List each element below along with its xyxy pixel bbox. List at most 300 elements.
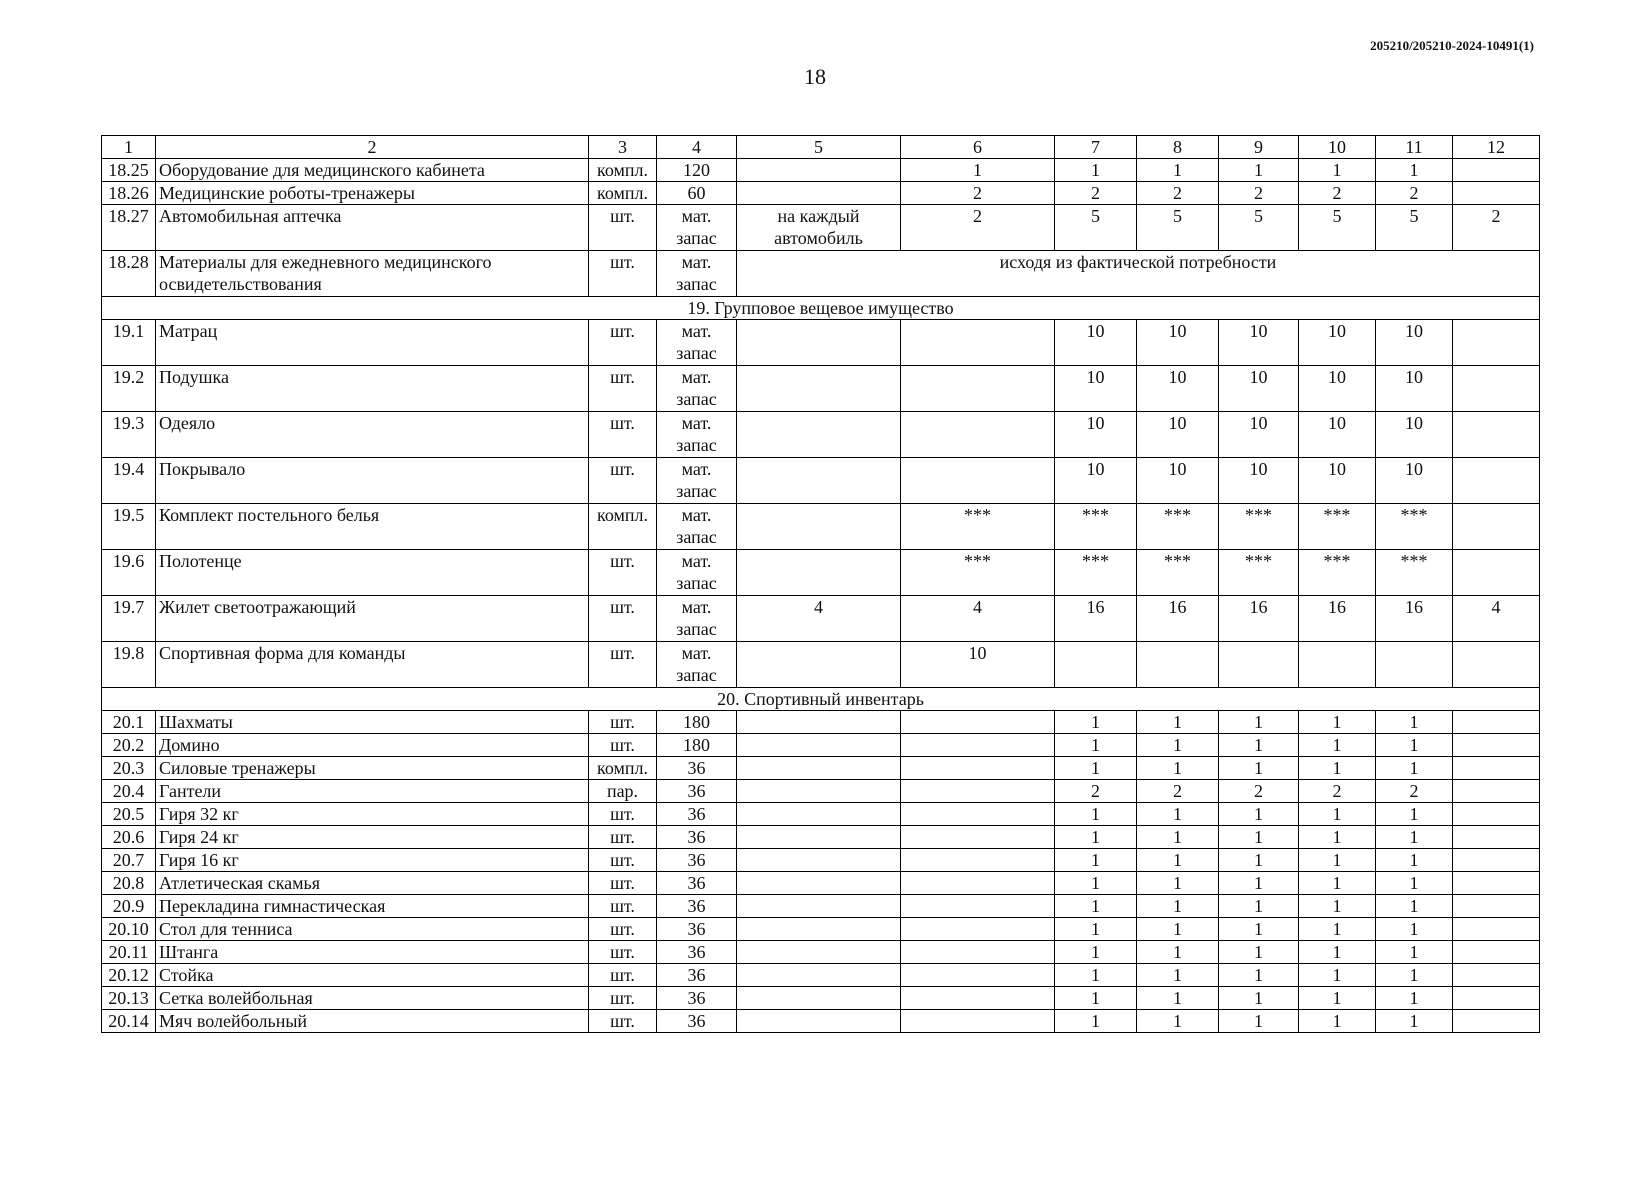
col-6: 4 <box>901 596 1055 642</box>
col-8: 1 <box>1137 1010 1219 1033</box>
col-10: 10 <box>1299 458 1376 504</box>
col-8: *** <box>1137 504 1219 550</box>
col-8: 1 <box>1137 872 1219 895</box>
item-name: Матрац <box>156 320 589 366</box>
quantity-norm: мат. запас <box>657 366 737 412</box>
col-11: *** <box>1376 504 1453 550</box>
col-10: 10 <box>1299 320 1376 366</box>
item-name: Подушка <box>156 366 589 412</box>
col-12 <box>1453 366 1540 412</box>
quantity-norm: 36 <box>657 918 737 941</box>
col-10: 1 <box>1299 803 1376 826</box>
table-row <box>102 964 1540 987</box>
col-11: 1 <box>1376 826 1453 849</box>
item-number: 20.12 <box>102 964 156 987</box>
col-7: 1 <box>1055 918 1137 941</box>
item-name: Медицинские роботы-тренажеры <box>156 182 589 205</box>
col-8: 1 <box>1137 159 1219 182</box>
col-7: 1 <box>1055 941 1137 964</box>
col-12 <box>1453 642 1540 688</box>
col-6 <box>901 849 1055 872</box>
quantity-norm: 36 <box>657 780 737 803</box>
quantity-norm: 36 <box>657 872 737 895</box>
item-name: Спортивная форма для команды <box>156 642 589 688</box>
item-number: 20.9 <box>102 895 156 918</box>
col-8: 1 <box>1137 895 1219 918</box>
col-10: 2 <box>1299 182 1376 205</box>
equipment-table <box>101 135 1540 1033</box>
col-11 <box>1376 642 1453 688</box>
item-name: Оборудование для медицинского кабинета <box>156 159 589 182</box>
col-9: 1 <box>1219 1010 1299 1033</box>
col-5 <box>737 642 901 688</box>
item-number: 20.13 <box>102 987 156 1010</box>
item-number: 19.7 <box>102 596 156 642</box>
item-number: 19.5 <box>102 504 156 550</box>
col-10: 1 <box>1299 941 1376 964</box>
unit: шт. <box>589 596 657 642</box>
item-name: Атлетическая скамья <box>156 872 589 895</box>
quantity-norm: мат. запас <box>657 504 737 550</box>
col-8: 1 <box>1137 964 1219 987</box>
col-5 <box>737 918 901 941</box>
col-7: 2 <box>1055 780 1137 803</box>
column-header: 7 <box>1055 136 1137 159</box>
item-number: 20.7 <box>102 849 156 872</box>
col-9: 1 <box>1219 803 1299 826</box>
quantity-norm: 60 <box>657 182 737 205</box>
col-7 <box>1055 642 1137 688</box>
col-9: 1 <box>1219 987 1299 1010</box>
col-8: 2 <box>1137 182 1219 205</box>
col-12 <box>1453 918 1540 941</box>
col-9: 1 <box>1219 711 1299 734</box>
quantity-norm: 36 <box>657 803 737 826</box>
table-row <box>102 803 1540 826</box>
quantity-norm: 180 <box>657 711 737 734</box>
unit: шт. <box>589 320 657 366</box>
column-header: 9 <box>1219 136 1299 159</box>
col-12 <box>1453 412 1540 458</box>
col-12: 2 <box>1453 205 1540 251</box>
unit: шт. <box>589 642 657 688</box>
unit: шт. <box>589 964 657 987</box>
table-row <box>102 412 1540 458</box>
column-header: 8 <box>1137 136 1219 159</box>
col-9: 1 <box>1219 849 1299 872</box>
quantity-norm: мат. запас <box>657 412 737 458</box>
col-6 <box>901 757 1055 780</box>
col-5 <box>737 780 901 803</box>
col-12 <box>1453 734 1540 757</box>
table-body <box>102 136 1540 1033</box>
item-number: 19.4 <box>102 458 156 504</box>
col-8: 1 <box>1137 803 1219 826</box>
col-5 <box>737 803 901 826</box>
col-7: 16 <box>1055 596 1137 642</box>
unit: компл. <box>589 159 657 182</box>
unit: шт. <box>589 987 657 1010</box>
col-10: 1 <box>1299 895 1376 918</box>
unit: шт. <box>589 205 657 251</box>
col-7: 1 <box>1055 159 1137 182</box>
col-12 <box>1453 159 1540 182</box>
column-header: 5 <box>737 136 901 159</box>
col-5 <box>737 826 901 849</box>
unit: шт. <box>589 251 657 297</box>
col-9: 2 <box>1219 780 1299 803</box>
col-7: *** <box>1055 550 1137 596</box>
item-name: Мяч волейбольный <box>156 1010 589 1033</box>
col-6 <box>901 987 1055 1010</box>
quantity-norm: мат. запас <box>657 205 737 251</box>
col-12 <box>1453 550 1540 596</box>
col-11: 2 <box>1376 780 1453 803</box>
col-9: 10 <box>1219 412 1299 458</box>
item-name: Стойка <box>156 964 589 987</box>
unit: пар. <box>589 780 657 803</box>
col-11: 5 <box>1376 205 1453 251</box>
column-number-header-row <box>102 136 1540 159</box>
col-5 <box>737 987 901 1010</box>
col-10: 10 <box>1299 366 1376 412</box>
col-8: 16 <box>1137 596 1219 642</box>
col-7: 1 <box>1055 734 1137 757</box>
col-8: 1 <box>1137 849 1219 872</box>
item-number: 20.8 <box>102 872 156 895</box>
column-header: 6 <box>901 136 1055 159</box>
col-11: 1 <box>1376 734 1453 757</box>
section-header-row <box>102 297 1540 320</box>
unit: шт. <box>589 803 657 826</box>
col-10: 1 <box>1299 964 1376 987</box>
col-11: 10 <box>1376 366 1453 412</box>
col-7: 1 <box>1055 757 1137 780</box>
col-12 <box>1453 757 1540 780</box>
col-5 <box>737 320 901 366</box>
col-10: 1 <box>1299 872 1376 895</box>
column-header: 4 <box>657 136 737 159</box>
item-number: 19.3 <box>102 412 156 458</box>
item-number: 18.26 <box>102 182 156 205</box>
col-7: 1 <box>1055 826 1137 849</box>
col-7: 1 <box>1055 964 1137 987</box>
item-number: 19.2 <box>102 366 156 412</box>
col-10: 1 <box>1299 918 1376 941</box>
item-name: Штанга <box>156 941 589 964</box>
col-11: 10 <box>1376 320 1453 366</box>
table-row <box>102 205 1540 251</box>
table-row <box>102 366 1540 412</box>
unit: шт. <box>589 826 657 849</box>
quantity-norm: мат. запас <box>657 320 737 366</box>
table-row <box>102 320 1540 366</box>
unit: компл. <box>589 182 657 205</box>
unit: шт. <box>589 734 657 757</box>
quantity-note: исходя из фактической потребности <box>737 251 1540 297</box>
col-12 <box>1453 1010 1540 1033</box>
col-6: 1 <box>901 159 1055 182</box>
col-12 <box>1453 803 1540 826</box>
table-row <box>102 826 1540 849</box>
table-row <box>102 504 1540 550</box>
col-8: 10 <box>1137 458 1219 504</box>
item-number: 18.25 <box>102 159 156 182</box>
col-9: 1 <box>1219 941 1299 964</box>
unit: шт. <box>589 849 657 872</box>
col-8: 2 <box>1137 780 1219 803</box>
col-11: *** <box>1376 550 1453 596</box>
col-10: 1 <box>1299 849 1376 872</box>
col-9: 1 <box>1219 895 1299 918</box>
col-6 <box>901 1010 1055 1033</box>
col-9: 1 <box>1219 826 1299 849</box>
col-12: 4 <box>1453 596 1540 642</box>
item-name: Силовые тренажеры <box>156 757 589 780</box>
col-5 <box>737 711 901 734</box>
col-7: 1 <box>1055 849 1137 872</box>
section-title: 19. Групповое вещевое имущество <box>102 297 1540 320</box>
col-6 <box>901 941 1055 964</box>
section-header-row <box>102 688 1540 711</box>
col-5 <box>737 734 901 757</box>
unit: компл. <box>589 757 657 780</box>
col-9: 16 <box>1219 596 1299 642</box>
col-5 <box>737 412 901 458</box>
quantity-norm: 36 <box>657 964 737 987</box>
col-12 <box>1453 458 1540 504</box>
col-9: 2 <box>1219 182 1299 205</box>
col-10: 2 <box>1299 780 1376 803</box>
quantity-norm: 36 <box>657 895 737 918</box>
col-10: 1 <box>1299 1010 1376 1033</box>
col-12 <box>1453 872 1540 895</box>
col-10: 1 <box>1299 987 1376 1010</box>
col-6 <box>901 872 1055 895</box>
unit: шт. <box>589 412 657 458</box>
column-header: 12 <box>1453 136 1540 159</box>
col-6 <box>901 895 1055 918</box>
col-10 <box>1299 642 1376 688</box>
table-row <box>102 780 1540 803</box>
col-9: *** <box>1219 504 1299 550</box>
col-6 <box>901 366 1055 412</box>
col-11: 10 <box>1376 412 1453 458</box>
quantity-norm: мат. запас <box>657 596 737 642</box>
col-8 <box>1137 642 1219 688</box>
col-11: 10 <box>1376 458 1453 504</box>
item-name: Полотенце <box>156 550 589 596</box>
item-number: 20.11 <box>102 941 156 964</box>
col-8: 1 <box>1137 757 1219 780</box>
item-number: 20.14 <box>102 1010 156 1033</box>
col-8: 10 <box>1137 412 1219 458</box>
col-8: 10 <box>1137 366 1219 412</box>
col-7: 10 <box>1055 458 1137 504</box>
item-name: Комплект постельного белья <box>156 504 589 550</box>
unit: шт. <box>589 918 657 941</box>
quantity-norm: 120 <box>657 159 737 182</box>
col-6 <box>901 458 1055 504</box>
col-9: 10 <box>1219 458 1299 504</box>
col-11: 2 <box>1376 182 1453 205</box>
table-row <box>102 757 1540 780</box>
col-6: 2 <box>901 182 1055 205</box>
item-name: Сетка волейбольная <box>156 987 589 1010</box>
col-7: 1 <box>1055 895 1137 918</box>
col-9: 10 <box>1219 320 1299 366</box>
section-title: 20. Спортивный инвентарь <box>102 688 1540 711</box>
col-5 <box>737 504 901 550</box>
col-9: 10 <box>1219 366 1299 412</box>
col-9 <box>1219 642 1299 688</box>
item-number: 20.6 <box>102 826 156 849</box>
col-12 <box>1453 826 1540 849</box>
col-9: 1 <box>1219 964 1299 987</box>
document-id: 205210/205210-2024-10491(1) <box>1370 38 1534 53</box>
column-header: 1 <box>102 136 156 159</box>
item-name: Гиря 16 кг <box>156 849 589 872</box>
col-12 <box>1453 987 1540 1010</box>
col-10: 1 <box>1299 826 1376 849</box>
column-header: 3 <box>589 136 657 159</box>
table-row <box>102 918 1540 941</box>
col-7: 1 <box>1055 1010 1137 1033</box>
col-8: 1 <box>1137 918 1219 941</box>
col-5 <box>737 849 901 872</box>
col-9: 5 <box>1219 205 1299 251</box>
unit: шт. <box>589 550 657 596</box>
col-9: 1 <box>1219 872 1299 895</box>
quantity-norm: 36 <box>657 941 737 964</box>
col-10: *** <box>1299 550 1376 596</box>
quantity-norm: мат. запас <box>657 550 737 596</box>
item-number: 20.1 <box>102 711 156 734</box>
column-header: 10 <box>1299 136 1376 159</box>
col-11: 1 <box>1376 872 1453 895</box>
col-5: на каждый автомобиль <box>737 205 901 251</box>
item-name: Материалы для ежедневного медицинского освидетельствования <box>156 251 589 297</box>
col-11: 1 <box>1376 1010 1453 1033</box>
item-number: 18.28 <box>102 251 156 297</box>
item-number: 20.2 <box>102 734 156 757</box>
item-name: Покрывало <box>156 458 589 504</box>
table-row <box>102 987 1540 1010</box>
col-11: 1 <box>1376 895 1453 918</box>
col-6 <box>901 734 1055 757</box>
col-12 <box>1453 182 1540 205</box>
col-5 <box>737 182 901 205</box>
table-row <box>102 711 1540 734</box>
col-12 <box>1453 504 1540 550</box>
unit: шт. <box>589 872 657 895</box>
col-5 <box>737 757 901 780</box>
unit: шт. <box>589 895 657 918</box>
item-name: Гантели <box>156 780 589 803</box>
col-6: 10 <box>901 642 1055 688</box>
unit: шт. <box>589 1010 657 1033</box>
quantity-norm: 180 <box>657 734 737 757</box>
col-10: 16 <box>1299 596 1376 642</box>
col-10: 10 <box>1299 412 1376 458</box>
col-12 <box>1453 320 1540 366</box>
col-5: 4 <box>737 596 901 642</box>
col-7: 1 <box>1055 711 1137 734</box>
col-12 <box>1453 895 1540 918</box>
col-6 <box>901 711 1055 734</box>
item-name: Перекладина гимнастическая <box>156 895 589 918</box>
unit: шт. <box>589 711 657 734</box>
table-row <box>102 734 1540 757</box>
col-8: 1 <box>1137 941 1219 964</box>
col-5 <box>737 159 901 182</box>
col-10: 1 <box>1299 734 1376 757</box>
col-9: 1 <box>1219 918 1299 941</box>
item-number: 20.5 <box>102 803 156 826</box>
quantity-norm: 36 <box>657 849 737 872</box>
col-8: *** <box>1137 550 1219 596</box>
col-6: 2 <box>901 205 1055 251</box>
table-row <box>102 895 1540 918</box>
item-name: Шахматы <box>156 711 589 734</box>
item-name: Автомобильная аптечка <box>156 205 589 251</box>
col-6: *** <box>901 550 1055 596</box>
col-6 <box>901 918 1055 941</box>
item-number: 18.27 <box>102 205 156 251</box>
table-row <box>102 872 1540 895</box>
col-11: 1 <box>1376 941 1453 964</box>
quantity-norm: 36 <box>657 1010 737 1033</box>
item-number: 19.1 <box>102 320 156 366</box>
col-6 <box>901 826 1055 849</box>
col-7: 1 <box>1055 872 1137 895</box>
col-6 <box>901 780 1055 803</box>
col-9: *** <box>1219 550 1299 596</box>
col-12 <box>1453 964 1540 987</box>
col-8: 10 <box>1137 320 1219 366</box>
col-7: 1 <box>1055 803 1137 826</box>
quantity-norm: 36 <box>657 757 737 780</box>
col-12 <box>1453 780 1540 803</box>
quantity-norm: мат. запас <box>657 642 737 688</box>
quantity-norm: мат. запас <box>657 458 737 504</box>
col-11: 1 <box>1376 159 1453 182</box>
item-number: 19.6 <box>102 550 156 596</box>
column-header: 2 <box>156 136 589 159</box>
col-11: 1 <box>1376 987 1453 1010</box>
col-11: 1 <box>1376 849 1453 872</box>
col-10: *** <box>1299 504 1376 550</box>
item-name: Гиря 32 кг <box>156 803 589 826</box>
col-11: 1 <box>1376 803 1453 826</box>
col-9: 1 <box>1219 734 1299 757</box>
col-10: 1 <box>1299 757 1376 780</box>
col-10: 1 <box>1299 159 1376 182</box>
col-9: 1 <box>1219 159 1299 182</box>
table-row <box>102 458 1540 504</box>
table-row <box>102 1010 1540 1033</box>
unit: шт. <box>589 366 657 412</box>
item-name: Одеяло <box>156 412 589 458</box>
table-row <box>102 251 1540 297</box>
table-row <box>102 159 1540 182</box>
col-7: 5 <box>1055 205 1137 251</box>
unit: шт. <box>589 458 657 504</box>
item-name: Стол для тенниса <box>156 918 589 941</box>
col-8: 1 <box>1137 987 1219 1010</box>
col-11: 1 <box>1376 757 1453 780</box>
col-5 <box>737 872 901 895</box>
